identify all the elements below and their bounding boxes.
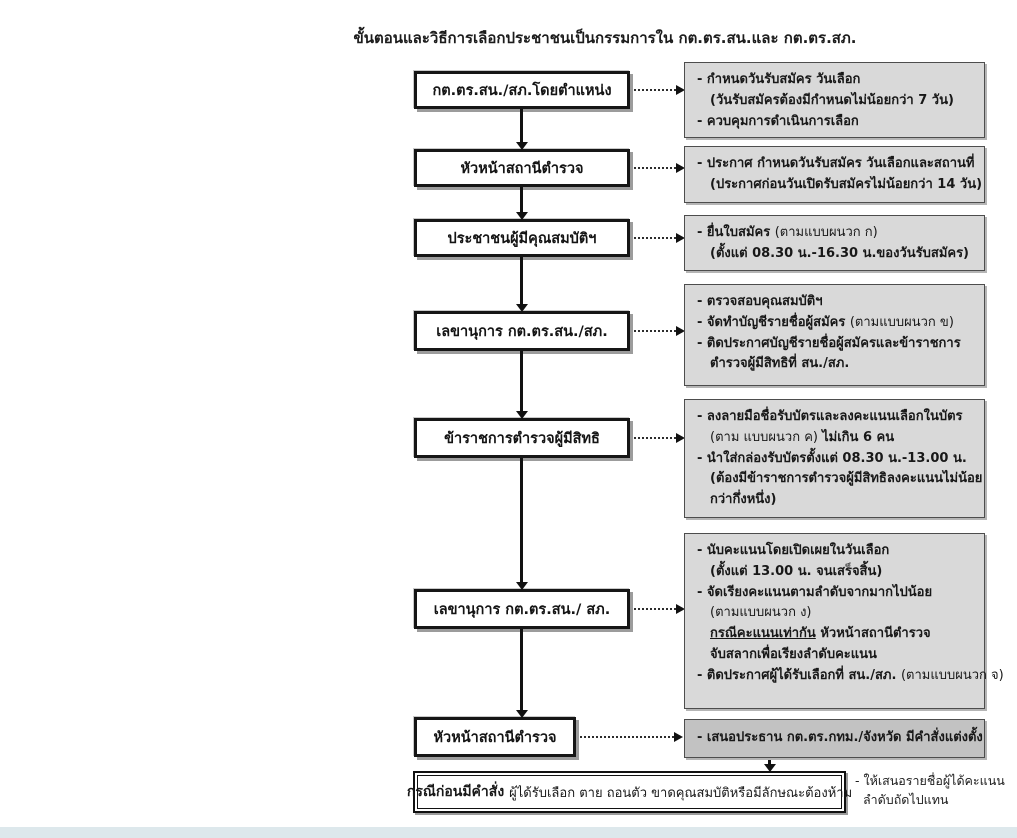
- note-line: (วันรับสมัครต้องมีกำหนดไม่น้อยกว่า 7 วัน): [710, 92, 954, 108]
- note-text: ไม่เกิน 6 คน: [822, 429, 895, 445]
- side-note-line: ลำดับถัดไปแทน: [863, 791, 949, 807]
- side-note-line: - ให้เสนอรายชื่อผู้ได้คะแนน: [855, 773, 1005, 788]
- dashed-arrow-4: [634, 330, 676, 332]
- flow-box-1: [414, 71, 630, 109]
- note-line: [697, 223, 972, 244]
- note-line: [697, 666, 1004, 687]
- note-line: - นับคะแนนโดยเปิดเผยในวันเลือก: [697, 543, 890, 558]
- note-line: - กำหนดวันรับสมัคร วันเลือก: [697, 72, 861, 87]
- note-text: - ยื่นใบสมัคร: [697, 225, 775, 240]
- down-arrow-3: [520, 257, 523, 305]
- note-text: (ตามแบบผนวก ข): [849, 314, 954, 330]
- dashed-arrow-6: [634, 608, 676, 610]
- flow-box-6: [414, 589, 630, 629]
- dashed-arrow-5: [634, 437, 676, 439]
- final-case-box: [406, 771, 853, 813]
- final-case-text: ผู้ได้รับเลือก ตาย ถอนตัว ขาดคุณสมบัติหรือมีลักษณะต้องห้าม: [509, 785, 853, 801]
- flow-box-2: [414, 149, 630, 187]
- flow-box-3-label: ประชาชนผู้มีคุณสมบัติฯ: [447, 230, 597, 247]
- note-text: (ตามแบบผนวก จ): [900, 667, 1004, 683]
- down-arrow-2: [520, 187, 523, 213]
- flow-box-4: [414, 311, 630, 351]
- note-line: - ติดประกาศบัญชีรายชื่อผู้สมัครและข้าราชการ: [697, 335, 961, 351]
- note-line: (ต้องมีข้าราชการตำรวจผู้มีสิทธิลงคะแนนไม่น้อย: [710, 471, 983, 487]
- note-line: [697, 624, 972, 645]
- note-line: (ประกาศก่อนวันเปิดรับสมัครไม่น้อยกว่า 14 วัน): [710, 176, 983, 192]
- flow-box-7-label: หัวหน้าสถานีตำรวจ: [433, 729, 557, 746]
- down-arrow-7: [768, 758, 771, 765]
- flow-box-5: [414, 418, 630, 458]
- note-box-5: [684, 399, 985, 518]
- note-box-2: [684, 146, 985, 203]
- note-line: กว่ากึ่งหนึ่ง): [710, 492, 777, 508]
- note-box-4: [684, 284, 985, 386]
- down-arrow-1: [520, 109, 523, 143]
- note-line: (ตั้งแต่ 08.30 น.-16.30 น.ของวันรับสมัคร): [710, 245, 970, 261]
- note-line: - ลงลายมือชื่อรับบัตรและลงคะแนนเลือกในบัตร: [697, 409, 963, 424]
- note-line: - ตรวจสอบคุณสมบัติฯ: [697, 294, 823, 309]
- note-box-6: [684, 533, 1004, 709]
- note-text-underlined: กรณีคะแนนเท่ากัน: [710, 626, 816, 642]
- bottom-strip: [0, 827, 1017, 838]
- note-line: [697, 428, 972, 449]
- note-text: (ตามแบบผนวก ก): [774, 225, 878, 240]
- note-line: - ควบคุมการดำเนินการเลือก: [697, 113, 859, 129]
- note-line: [697, 313, 972, 334]
- note-box-7: [684, 719, 985, 758]
- down-arrow-4: [520, 351, 523, 412]
- down-arrow-5: [520, 458, 523, 583]
- dashed-arrow-7: [580, 736, 674, 738]
- note-line: - นำใส่กล่องรับบัตรตั้งแต่ 08.30 น.-13.00 น.: [697, 450, 967, 466]
- flow-box-7: [414, 717, 576, 757]
- down-arrow-6: [520, 629, 523, 711]
- note-line: - เสนอประธาน กต.ตร.กทม./จังหวัด มีคำสั่งแต่งตั้ง: [697, 730, 983, 746]
- flow-box-4-label: เลขานุการ กต.ตร.สน./สภ.: [436, 323, 608, 340]
- note-line: - ประกาศ กำหนดวันรับสมัคร วันเลือกและสถานที่: [697, 156, 975, 171]
- note-text: (ตาม แบบผนวก ค): [710, 429, 823, 445]
- flow-box-3: [414, 219, 630, 257]
- flow-box-5-label: ข้าราชการตำรวจผู้มีสิทธิ: [444, 430, 600, 447]
- side-note: [855, 772, 1013, 810]
- dashed-arrow-3: [634, 237, 676, 239]
- note-line: ตำรวจผู้มีสิทธิที่ สน./สภ.: [710, 356, 850, 372]
- dashed-arrow-1: [634, 89, 676, 91]
- note-text: - ติดประกาศผู้ได้รับเลือกที่ สน./สภ.: [697, 667, 901, 683]
- dashed-arrow-2: [634, 167, 676, 169]
- note-line: จับสลากเพื่อเรียงลำดับคะแนน: [710, 646, 877, 662]
- note-line: (ตั้งแต่ 13.00 น. จนเสร็จสิ้น): [710, 563, 883, 579]
- note-text: - จัดทำบัญชีรายชื่อผู้สมัคร: [697, 314, 850, 330]
- flow-box-6-label: เลขานุการ กต.ตร.สน./ สภ.: [433, 601, 611, 618]
- page-title: ขั้นตอนและวิธีการเลือกประชาชนเป็นกรรมการใน กต.ตร.สน.และ กต.ตร.สภ.: [353, 29, 857, 47]
- note-line: (ตามแบบผนวก ง): [710, 605, 812, 621]
- note-box-3: [684, 215, 985, 271]
- flow-box-1-label: กต.ตร.สน./สภ.โดยตำแหน่ง: [432, 82, 612, 99]
- final-case-lead: กรณีก่อนมีคำสั่ง: [406, 784, 505, 800]
- note-line: - จัดเรียงคะแนนตามลำดับจากมากไปน้อย: [697, 584, 933, 600]
- note-box-1: [684, 62, 985, 138]
- flow-box-2-label: หัวหน้าสถานีตำรวจ: [460, 160, 584, 177]
- note-text: หัวหน้าสถานีตำรวจ: [815, 626, 931, 642]
